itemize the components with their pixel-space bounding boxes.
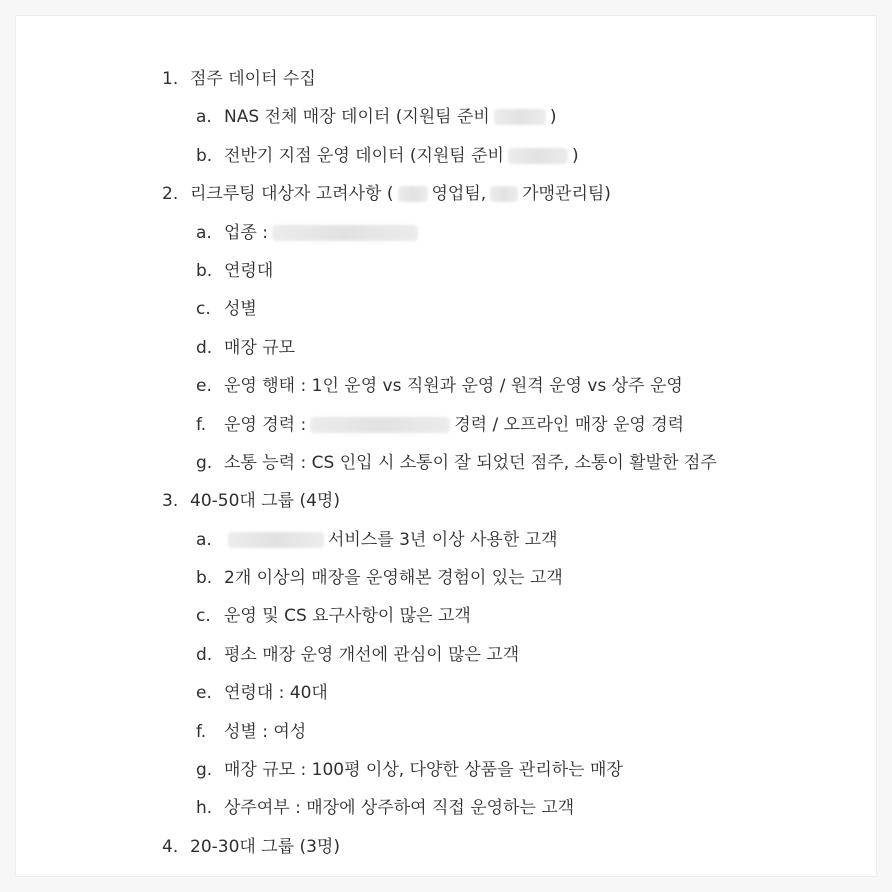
list-item — [16, 674, 878, 712]
list-item — [16, 444, 878, 482]
redacted-text — [310, 417, 450, 433]
list-marker: b. — [196, 260, 213, 281]
list-item — [16, 175, 878, 213]
item-text-end: 가맹관리팀) — [522, 184, 611, 205]
redacted-text — [228, 532, 324, 548]
item-text: 2개 이상의 매장을 운영해본 경험이 있는 고객 — [224, 568, 563, 589]
list-item — [16, 367, 878, 405]
item-text-end: ) — [571, 145, 579, 166]
item-text: NAS 전체 매장 데이터 (지원팀 준비 — [224, 107, 490, 128]
item-text: 매장 규모 — [224, 337, 296, 358]
list-item — [16, 559, 878, 597]
list-marker: d. — [196, 337, 213, 358]
item-text: 연령대 : 40대 — [224, 683, 328, 704]
item-text-end: ) — [549, 107, 557, 128]
list-marker: g. — [196, 760, 213, 781]
list-marker: g. — [196, 452, 213, 473]
item-text: 점주 데이터 수집 — [190, 69, 316, 89]
item-text-end: 경력 / 오프라인 매장 운영 경력 — [454, 414, 685, 435]
list-marker: a. — [196, 529, 212, 550]
item-text: 상주여부 : 매장에 상주하여 직접 운영하는 고객 — [224, 798, 575, 819]
list-item — [16, 137, 878, 175]
item-text: 성별 : 여성 — [224, 721, 307, 742]
item-text: 업종 : — [224, 222, 268, 243]
list-marker: 2. — [162, 184, 179, 205]
item-text: 운영 경력 : — [224, 414, 307, 435]
list-marker: h. — [196, 798, 213, 819]
list-item — [16, 60, 878, 98]
list-item — [16, 751, 878, 789]
item-text: 매장 규모 : 100평 이상, 다양한 상품을 관리하는 매장 — [224, 760, 623, 781]
list-item — [16, 214, 878, 252]
redacted-text — [398, 186, 428, 202]
list-marker: e. — [196, 683, 212, 704]
item-text: 40-50대 그룹 (4명) — [190, 491, 340, 512]
list-marker: 1. — [162, 69, 179, 89]
item-text: 운영 및 CS 요구사항이 많은 고객 — [224, 606, 471, 627]
list-item — [16, 406, 878, 444]
item-text: 전반기 지점 운영 데이터 (지원팀 준비 — [224, 145, 504, 166]
item-text: 소통 능력 : CS 인입 시 소통이 잘 되었던 점주, 소통이 활발한 점주 — [224, 452, 717, 473]
list-marker: d. — [196, 644, 213, 665]
list-marker: f. — [196, 721, 207, 742]
item-text-mid: 영업팀, — [431, 184, 487, 205]
list-marker: b. — [196, 145, 213, 166]
list-marker: 3. — [162, 491, 179, 512]
item-text: 20-30대 그룹 (3명) — [190, 836, 340, 857]
list-item — [16, 290, 878, 328]
item-text: 리크루팅 대상자 고려사항 ( — [190, 184, 394, 205]
list-item — [16, 828, 878, 866]
list-marker: e. — [196, 376, 212, 397]
list-item — [16, 252, 878, 290]
list-item — [16, 636, 878, 674]
document-page — [15, 15, 877, 877]
item-text: 평소 매장 운영 개선에 관심이 많은 고객 — [224, 644, 520, 665]
list-item — [16, 713, 878, 751]
list-item — [16, 329, 878, 367]
list-marker: f. — [196, 414, 207, 435]
redacted-text — [272, 225, 418, 241]
outline-list — [16, 60, 878, 866]
list-item — [16, 98, 878, 136]
item-text: 성별 — [224, 299, 257, 320]
item-text: 연령대 — [224, 260, 274, 281]
redacted-text — [494, 109, 546, 125]
list-marker: b. — [196, 568, 213, 589]
list-marker: c. — [196, 606, 211, 627]
list-marker: a. — [196, 107, 212, 128]
list-item — [16, 482, 878, 520]
list-item — [16, 597, 878, 635]
item-text: 운영 행태 : 1인 운영 vs 직원과 운영 / 원격 운영 vs 상주 운영 — [224, 376, 683, 397]
redacted-text — [508, 148, 568, 164]
list-marker: c. — [196, 299, 211, 320]
item-text: 서비스를 3년 이상 사용한 고객 — [328, 529, 558, 550]
list-marker: a. — [196, 222, 212, 243]
list-item — [16, 789, 878, 827]
list-item — [16, 521, 878, 559]
redacted-text — [490, 186, 518, 202]
list-marker: 4. — [162, 836, 179, 857]
